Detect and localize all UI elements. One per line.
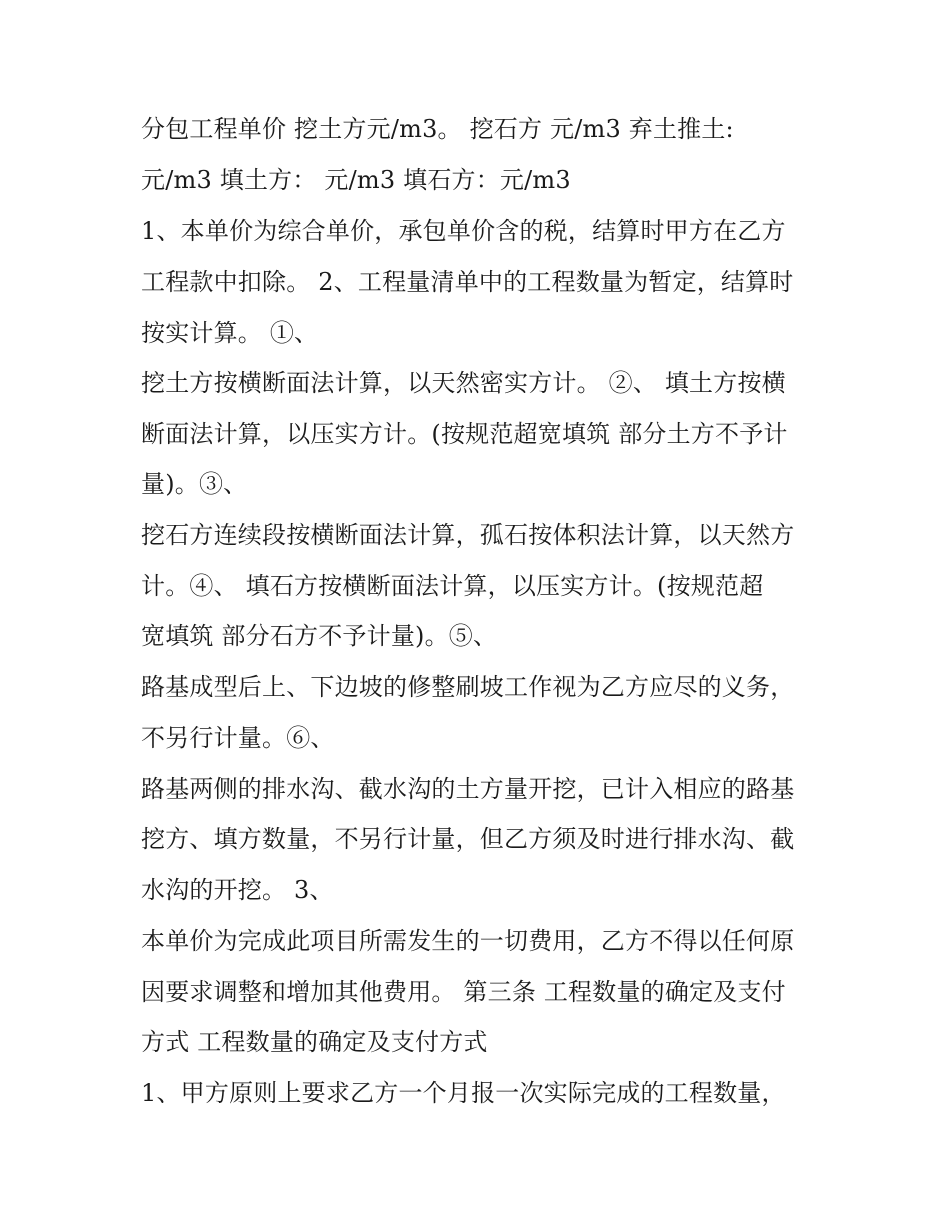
text-line: 工程款中扣除。 2、工程量清单中的工程数量为暂定，结算时	[141, 268, 794, 296]
text-line: 路基成型后上、下边坡的修整刷坡工作视为乙方应尽的义务，	[141, 673, 795, 701]
text-line: 1、本单价为综合单价，承包单价含的税，结算时甲方在乙方	[141, 217, 786, 245]
text-line: 因要求调整和增加其他费用。 第三条 工程数量的确定及支付	[141, 978, 786, 1006]
text-line: 分包工程单价 挖土方元/m3。 挖石方 元/m3 弃土推土:	[141, 115, 734, 143]
text-line: 挖方、填方数量，不另行计量，但乙方须及时进行排水沟、截	[141, 825, 795, 853]
text-line: 路基两侧的排水沟、截水沟的土方量开挖，已计入相应的路基	[141, 775, 795, 803]
text-line: 按实计算。 ①、	[141, 319, 319, 347]
text-line: 水沟的开挖。 3、	[141, 876, 334, 904]
text-line: 1、甲方原则上要求乙方一个月报一次实际完成的工程数量，	[141, 1079, 786, 1107]
text-line: 计。④、 填石方按横断面法计算，以压实方计。(按规范超	[141, 572, 764, 600]
text-line: 挖土方按横断面法计算，以天然密实方计。 ②、 填土方按横	[141, 369, 786, 397]
text-line: 宽填筑 部分石方不予计量)。⑤、	[141, 622, 498, 650]
text-line: 方式 工程数量的确定及支付方式	[141, 1028, 488, 1056]
text-line: 元/m3 填土方： 元/m3 填石方：元/m3	[141, 166, 571, 194]
text-line: 本单价为完成此项目所需发生的一切费用，乙方不得以任何原	[141, 927, 795, 955]
text-line: 量)。③、	[141, 470, 248, 498]
text-line: 不另行计量。⑥、	[141, 724, 335, 752]
text-line: 挖石方连续段按横断面法计算，孤石按体积法计算，以天然方	[141, 521, 795, 549]
text-line: 断面法计算，以压实方计。(按规范超宽填筑 部分土方不予计	[141, 420, 788, 448]
